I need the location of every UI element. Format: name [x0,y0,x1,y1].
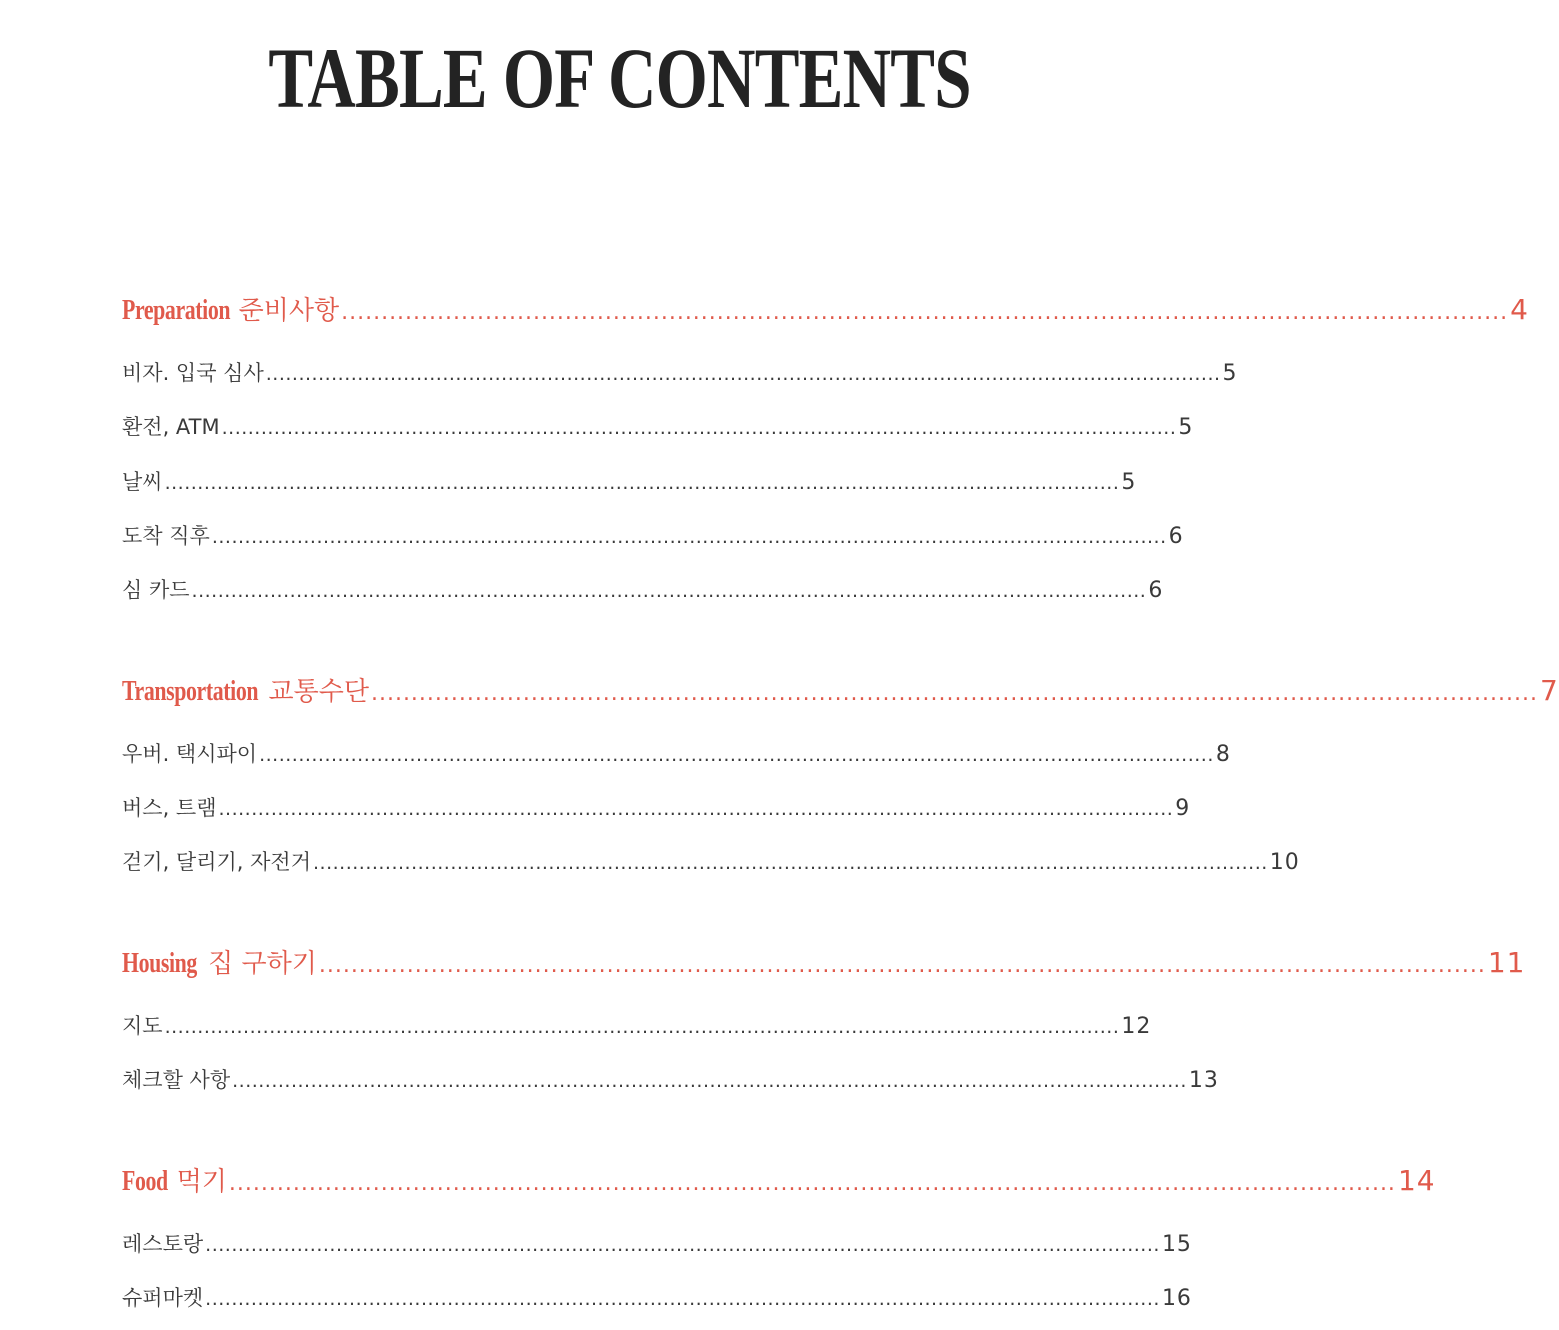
toc-item-page: 5 [1121,470,1137,495]
dot-leader: .................................................................................................................................................. [341,300,1509,325]
dot-leader: .................................................................................................................................................. [318,953,1486,978]
section-page-number: 7 [1539,674,1559,707]
toc-item[interactable] [122,1064,1219,1096]
toc-item-page: 6 [1148,578,1164,603]
toc-item[interactable] [122,738,1231,770]
toc-item[interactable] [122,411,1194,443]
section-page-number: 14 [1397,1164,1436,1197]
toc-item-label: 날씨 [122,470,163,494]
section-title-ko: 집 구하기 [208,949,317,979]
toc-section-preparation[interactable] [122,290,1529,330]
toc-item-label: 레스토랑 [122,1232,204,1256]
toc-item-page: 8 [1215,742,1231,767]
toc-item-label: 우버. 택시파이 [122,742,258,766]
dot-leader: .................................................................................................................................................. [265,363,1221,385]
toc-item[interactable] [122,1010,1152,1042]
dot-leader: .................................................................................................................................................. [228,1171,1396,1196]
toc-item-page: 12 [1121,1014,1152,1039]
toc-item-label: 비자. 입국 심사 [122,361,264,385]
toc-item-page: 5 [1178,415,1194,440]
section-title-en: Food [122,1166,168,1197]
toc-item[interactable] [122,466,1137,498]
toc-section-housing[interactable] [122,943,1526,983]
toc-item-label: 체크할 사항 [122,1068,231,1092]
toc-item-label: 도착 직후 [122,524,210,548]
toc-item[interactable] [122,1282,1192,1314]
table-of-contents [122,0,1559,1330]
toc-item[interactable] [122,792,1191,824]
dot-leader: .................................................................................................................................................. [191,580,1147,602]
toc-item-page: 5 [1222,361,1238,386]
section-title-ko: 먹기 [176,1167,227,1197]
toc-item-label: 버스, 트램 [122,796,217,820]
dot-leader: .................................................................................................................................................. [205,1234,1160,1256]
toc-item-page: 9 [1175,796,1191,821]
page-title: TABLE OF CONTENTS [268,30,971,126]
toc-item-label: 지도 [122,1014,163,1038]
section-page-number: 11 [1487,946,1526,979]
section-title-ko: 교통수단 [268,677,369,707]
dot-leader: .................................................................................................................................................. [232,1070,1187,1092]
section-page-number: 4 [1510,293,1529,326]
toc-item[interactable] [122,357,1238,389]
toc-item-page: 16 [1161,1286,1192,1311]
section-title-ko: 준비사항 [238,296,340,326]
dot-leader: .................................................................................................................................................. [164,472,1120,494]
toc-item[interactable] [122,1228,1192,1260]
toc-item-page: 6 [1168,524,1184,549]
dot-leader: .................................................................................................................................................. [164,1016,1120,1038]
toc-item-page: 10 [1269,850,1300,875]
toc-item-label: 걷기, 달리기, 자전거 [122,850,311,874]
toc-item-label: 심 카드 [122,578,190,602]
toc-section-food[interactable] [122,1161,1436,1201]
toc-item[interactable] [122,520,1184,552]
toc-item-page: 13 [1188,1068,1219,1093]
dot-leader: .................................................................................................................................................. [211,526,1167,548]
section-title-en: Preparation [122,295,231,326]
dot-leader: .................................................................................................................................................. [370,681,1538,706]
toc-item[interactable] [122,574,1164,606]
dot-leader: .................................................................................................................................................. [259,744,1214,766]
toc-item-label: 슈퍼마켓 [122,1286,204,1310]
dot-leader: .................................................................................................................................................. [218,798,1174,820]
toc-item[interactable] [122,846,1300,878]
toc-item-page: 15 [1161,1232,1192,1257]
toc-item-label: 환전, ATM [122,415,220,439]
section-title-en: Transportation [122,676,259,707]
dot-leader: .................................................................................................................................................. [313,852,1268,874]
dot-leader: .................................................................................................................................................. [205,1288,1160,1310]
dot-leader: .................................................................................................................................................. [221,417,1177,439]
section-title-en: Housing [122,948,197,979]
toc-section-transportation[interactable] [122,671,1559,711]
